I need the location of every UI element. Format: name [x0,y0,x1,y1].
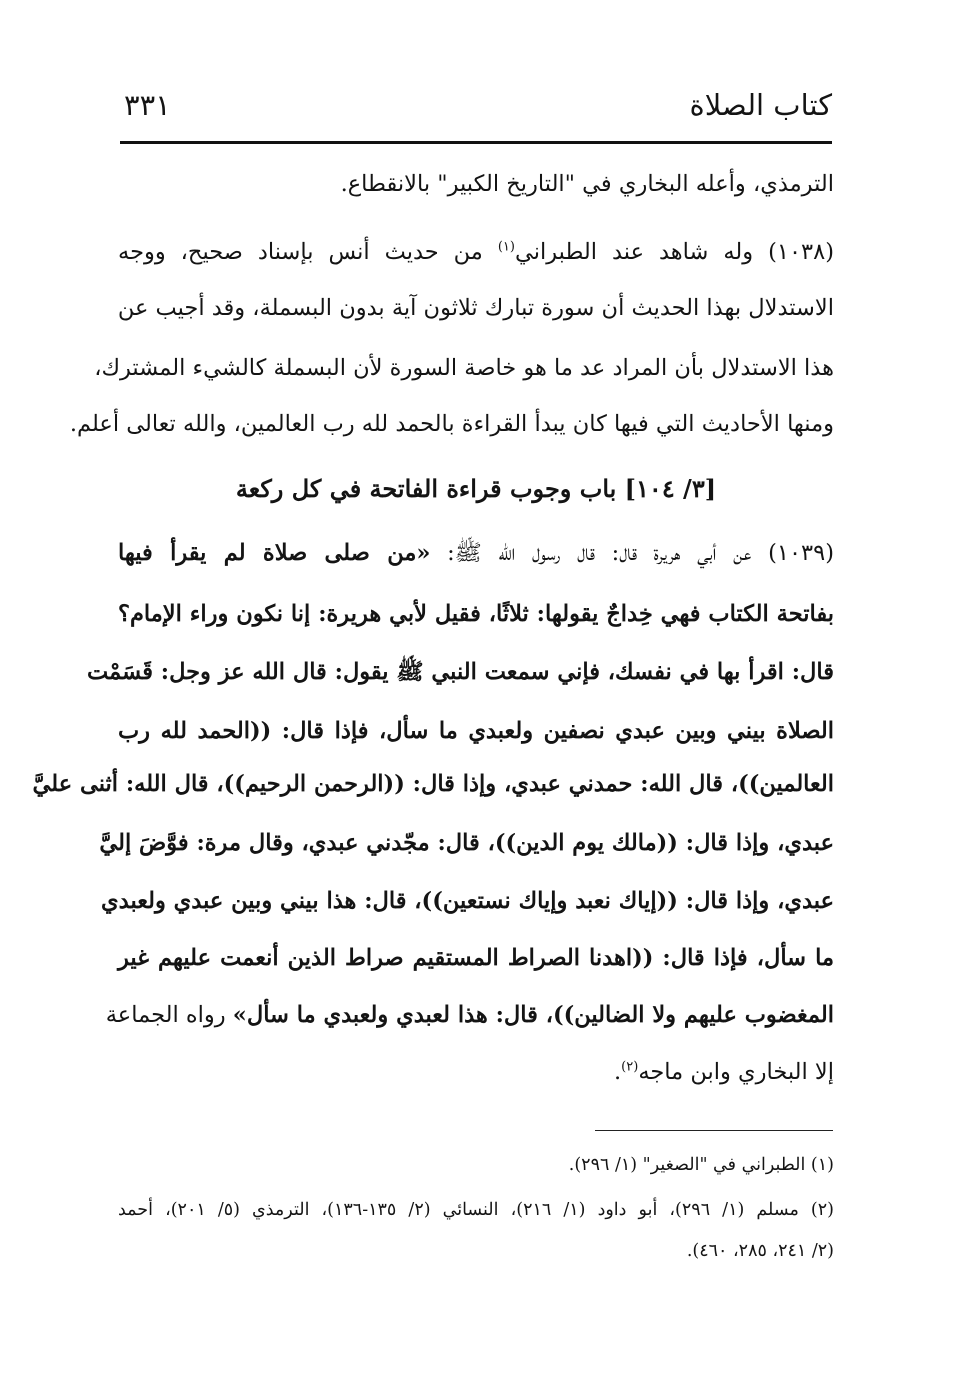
text-segment: إلا البخاري وابن ماجه [638,1059,834,1085]
text-line: عبدي، وإذا قال: ((إياك نعبد وإياك نستعين))، قال: هذا بيني وبين عبدي ولعبدي [101,888,834,914]
footnote: (٢) مسلم (١/ ٢٩٦)، أبو داود (١/ ٢١٦)، النسائي (٢/ ١٣٥-١٣٦)، الترمذي (٥/ ٢٠١)، أحمد [118,1200,834,1220]
text-line [105,995,834,1035]
footnote-reference[interactable]: (٢) [621,1059,639,1075]
text-line [118,533,834,573]
text-line: العالمين))، قال الله: حمدني عبدي، وإذا قال: ((الرحمن الرحيم))، قال الله: أثنى عليَّ [32,771,834,797]
page-header [120,88,832,138]
text-line [118,232,834,272]
text-segment: رواه الجماعة [105,1002,233,1028]
text-line: الصلاة بيني وبين عبدي نصفين ولعبدي ما سأل، فإذا قال: ((الحمد لله رب [118,718,834,744]
text-line: هذا الاستدلال بأن المراد عد ما هو خاصة السورة لأن البسملة كالشيء المشترك، [94,355,834,381]
header-rule [120,141,832,144]
text-line: بفاتحة الكتاب فهي خِداجٌ يقولها: ثلاثًا، فقيل لأبي هريرة: إنا نكون وراء الإمام؟ [118,601,834,627]
chapter-heading: [٣/ ١٠٤] باب وجوب قراءة الفاتحة في كل ركعة [235,474,717,503]
text-segment: من حديث أنس بإسناد صحيح، ووجه [118,239,498,265]
footnote: (١) الطبراني في "الصغير" (١/ ٢٩٦). [568,1155,834,1175]
text-segment: . [614,1059,622,1085]
text-line: قال: اقرأ بها في نفسك، فإني سمعت النبي ﷺ يقول: قال الله عز وجل: قَسَمْت [87,659,834,685]
hadith-text: المغضوب عليهم ولا الضالين))، قال: هذا لعبدي ولعبدي ما سأل» [232,1002,834,1028]
footnote-separator [595,1130,833,1131]
text-line: الترمذي، وأعله البخاري في "التاريخ الكبير" بالانقطاع. [340,171,834,197]
text-line: ومنها الأحاديث التي فيها كان يبدأ القراءة بالحمد لله رب العالمين، والله تعالى أعلم. [69,411,834,437]
footnote-continuation: (٢/ ٢٤١، ٢٨٥، ٤٦٠). [686,1241,834,1261]
hadith-intro: (١٠٣٩) عن أبي هريرة قال: قال رسول الله ﷺ: [430,540,834,566]
text-line [118,1052,834,1092]
running-title: كتاب الصلاة [689,88,832,122]
page-number: ٣٣١ [124,88,171,122]
text-line: عبدي، وإذا قال: ((مالك يوم الدين))، قال: مجّدني عبدي، وقال مرة: فوَّضَ إليَّ [99,830,834,856]
text-line: ما سأل، فإذا قال: ((اهدنا الصراط المستقيم صراط الذين أنعمت عليهم غير [118,945,834,971]
text-line: الاستدلال بهذا الحديث أن سورة تبارك ثلاثون آية بدون البسملة، وقد أجيب عن [117,295,834,321]
hadith-text: «من صلى صلاة لم يقرأ فيها [118,540,431,566]
footnote-reference[interactable]: (١) [497,239,515,255]
paragraph-number-text: (١٠٣٨) وله شاهد عند الطبراني [514,239,834,265]
